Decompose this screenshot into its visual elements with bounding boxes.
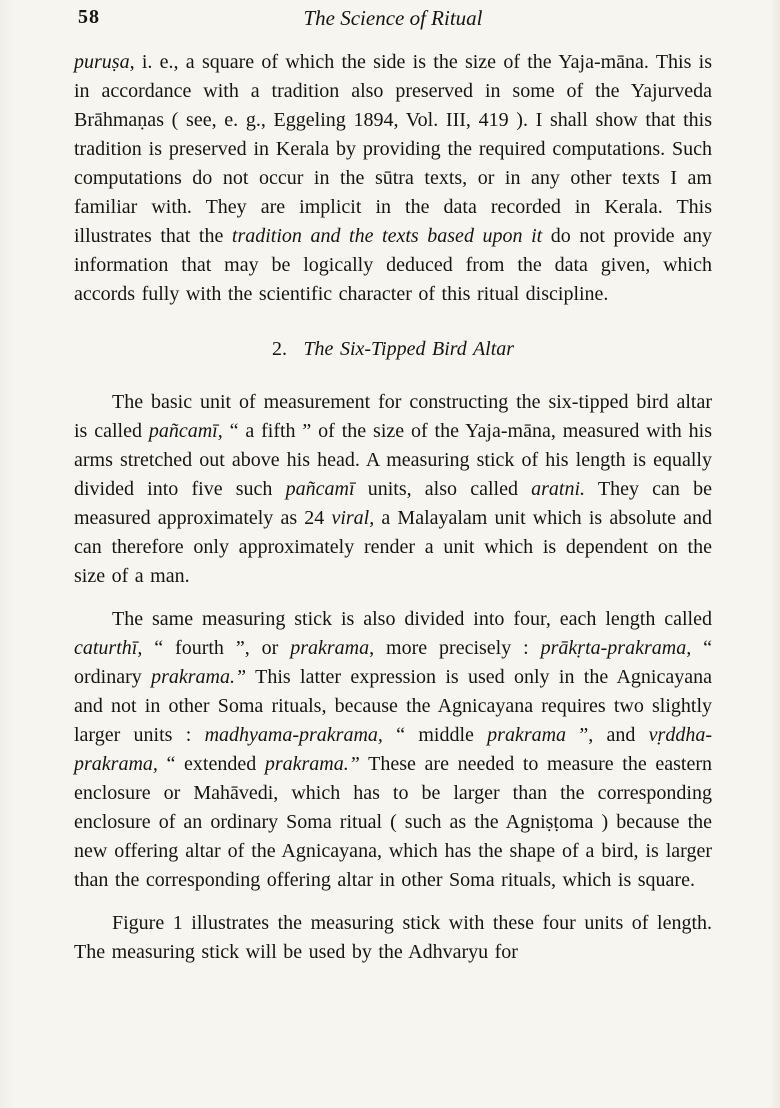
italic-term: vṛddha-prakrama, [74, 724, 712, 775]
italic-term: prakrama, [290, 637, 375, 659]
text-segment: do not provide any information that may be logically deduced from the data given, which accords fully with the scientific character of this ritual discipline. [74, 225, 713, 305]
paragraph [74, 605, 712, 895]
text-segment: “ extended [157, 753, 265, 775]
italic-term: puruṣa [74, 51, 130, 73]
paragraph [74, 388, 712, 591]
text-segment: , i. e., a square of which the side is the size of the Yaja-māna. This is in accordance with a tradition also preserved in some of the Yajurveda Brāhmaṇas ( see, e. g., Eggeling 1894, Vol. III, 419 ). I shall show that this tradition is preserved in Kerala by providing the required computations. Such computations do not occur in the sūtra texts, or in any other texts I am familiar with. They are implicit in the data recorded in Kerala. This illustrates that the [74, 51, 712, 247]
text-segment: Figure 1 illustrates the measuring stick with these four units of length. The measuring stick will be used by the Adhvaryu for [74, 912, 712, 963]
text-segment: The basic unit of measurement for constructing the six-tipped bird altar is called [74, 391, 712, 442]
text-segment: They can be measured approximately as 24 [74, 478, 712, 529]
text-segment: “ ordinary [74, 637, 712, 688]
italic-term: pañcamī [285, 478, 355, 500]
text-segment: The same measuring stick is also divided into four, each length called [112, 608, 712, 630]
italic-term: prākṛta-prakrama, [540, 637, 692, 659]
italic-term: pañcamī, [148, 420, 223, 442]
text-segment: These are needed to measure the eastern enclosure or Mahāvedi, which has to be larger than the corresponding enclosure of an ordinary Soma ritual ( such as the Agniṣṭoma ) because the new offering altar of the Agnicayana, which has the shape of a bird, is larger than the corresponding offering altar in other Soma rituals, which is square. [74, 753, 712, 891]
text-segment: ”, and [566, 724, 649, 746]
text-segment: “ a fifth ” of the size of the Yaja-māna, measured with his arms stretched out above his head. A measuring stick of his length is equally divided into five such [74, 420, 712, 500]
section-title: The Six-Tipped Bird Altar [303, 338, 515, 360]
italic-term: prakrama.” [151, 666, 247, 688]
paragraph [74, 48, 712, 309]
italic-term: aratni. [531, 478, 586, 500]
document-body [74, 48, 712, 967]
text-segment: units, also called [354, 478, 532, 500]
section-heading [74, 335, 712, 364]
italic-term: prakrama [487, 724, 567, 746]
italic-term: prakrama.” [264, 753, 360, 775]
text-segment: “ middle [382, 724, 488, 746]
running-title: The Science of Ritual [303, 6, 483, 30]
italic-term: tradition and the texts based upon it [231, 225, 543, 247]
section-number: 2. [271, 338, 287, 360]
italic-term: viral, [331, 507, 375, 529]
paragraph [74, 909, 712, 967]
page-number: 58 [78, 6, 100, 28]
text-segment: “ fourth ”, or [142, 637, 291, 659]
text-segment: more precisely : [374, 637, 541, 659]
italic-term: madhyama-prakrama, [204, 724, 383, 746]
italic-term: caturthī, [74, 637, 143, 659]
text-segment: This latter expression is used only in the Agnicayana and not in other Soma rituals, because the Agnicayana requires two slightly larger units : [74, 666, 712, 746]
text-segment: a Malayalam unit which is absolute and can therefore only approximately render a unit which is dependent on the size of a man. [74, 507, 712, 587]
page-header [74, 4, 712, 48]
